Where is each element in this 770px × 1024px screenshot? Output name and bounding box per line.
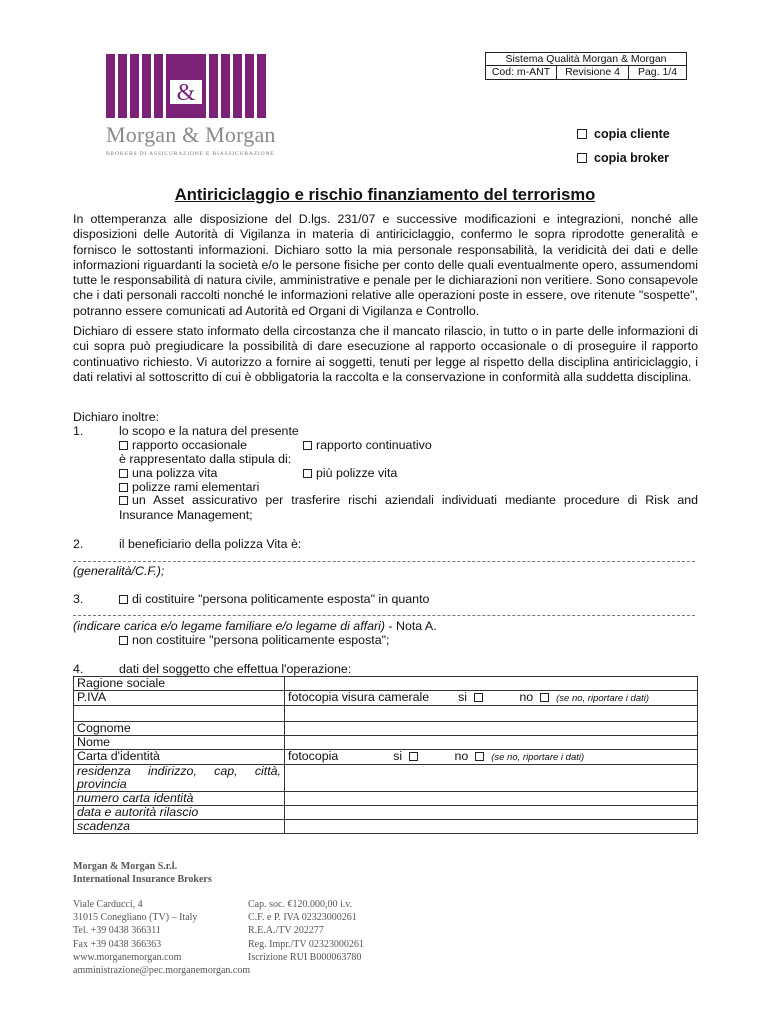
carta-row-options <box>285 750 698 765</box>
copy-client-option[interactable] <box>577 127 670 141</box>
item3-number: 3. <box>73 592 84 606</box>
option-non-life[interactable] <box>119 480 259 494</box>
quality-page: Pag. 1/4 <box>637 66 678 78</box>
footer-reg: Reg. Impr./TV 02323000261 <box>248 938 364 950</box>
checkbox-icon[interactable] <box>119 496 128 505</box>
scadenza-field[interactable] <box>285 820 698 834</box>
quality-title: Sistema Qualità Morgan & Morgan <box>486 53 686 66</box>
carta-yes-checkbox[interactable] <box>409 752 418 761</box>
option-asset-label: un Asset assicurativo per trasferire rischi aziendali individuati mediante procedure di Risk and Insurance Management; <box>119 493 698 522</box>
checkbox-icon[interactable] <box>119 469 128 478</box>
carta-no-note: (se no, riportare i dati) <box>491 752 585 763</box>
ragione-sociale-field[interactable] <box>285 677 698 691</box>
checkbox-icon[interactable] <box>119 595 128 604</box>
footer-website-link[interactable]: www.morganemorgan.com <box>73 951 182 963</box>
item4-number: 4. <box>73 662 84 676</box>
item2-number: 2. <box>73 537 84 551</box>
checkbox-icon[interactable] <box>119 483 128 492</box>
footer-fax[interactable]: Fax +39 0438 366363 <box>73 938 162 950</box>
ragione-sociale-label: Ragione sociale <box>74 677 285 691</box>
brand-tagline: BROKERS DI ASSICURAZIONE E RIASSICURAZIONE <box>106 151 275 157</box>
visura-no-checkbox[interactable] <box>540 693 549 702</box>
option-more-policies-label: più polizze vita <box>316 466 398 480</box>
piva-row-options <box>285 691 698 706</box>
option-pep-label: di costituire "persona politicamente esposta" in quanto <box>132 592 430 606</box>
numero-carta-label: numero carta identità <box>74 792 285 806</box>
quality-revision: Revisione 4 <box>557 66 629 79</box>
beneficiary-input-line[interactable] <box>73 561 695 562</box>
scadenza-label: scadenza <box>74 820 285 834</box>
visura-no-note: (se no, riportare i dati) <box>556 693 650 704</box>
data-autorita-label: data e autorità rilascio <box>74 806 285 820</box>
checkbox-icon[interactable] <box>119 636 128 645</box>
carta-no-label: no <box>454 749 469 763</box>
numero-carta-field[interactable] <box>285 792 698 806</box>
residenza-field[interactable] <box>285 765 698 792</box>
option-asset[interactable] <box>119 493 698 522</box>
checkbox-icon[interactable] <box>577 129 587 139</box>
copy-broker-option[interactable] <box>577 151 669 165</box>
nome-label: Nome <box>74 736 285 750</box>
footer-right <box>248 898 364 964</box>
visura-yes-label: si <box>458 690 468 704</box>
piva-label: P.IVA <box>74 691 285 706</box>
logo-ampersand: & <box>176 80 196 106</box>
footer-city: 31015 Conegliano (TV) – Italy <box>73 912 198 924</box>
footer-subtitle: International Insurance Brokers <box>73 874 212 885</box>
footer-rea: R.E.A./TV 202277 <box>248 925 324 937</box>
item3-note-suffix: - Nota A. <box>384 619 437 633</box>
nome-field[interactable] <box>285 736 698 750</box>
item1-number: 1. <box>73 424 84 438</box>
item1-text: lo scopo e la natura del presente <box>119 424 299 438</box>
checkbox-icon[interactable] <box>303 469 312 478</box>
footer-tel: Tel. +39 0438 366311 <box>73 925 161 937</box>
pep-input-line[interactable] <box>73 615 695 616</box>
document-title: Antiriciclaggio e rischio finanziamento del terrorismo <box>174 185 596 204</box>
company-logo <box>106 54 266 118</box>
option-continuous-label: rapporto continuativo <box>316 438 432 452</box>
copy-client-label: copia cliente <box>594 127 670 141</box>
copy-broker-label: copia broker <box>594 151 670 165</box>
checkbox-icon[interactable] <box>303 441 312 450</box>
option-occasional-label: rapporto occasionale <box>132 438 248 452</box>
blank-row-label <box>74 706 285 722</box>
footer-capital: Cap. soc. €120.000,00 i.v. <box>248 899 353 910</box>
item3-note-italic: (indicare carica e/o legame familiare e/o legame di affari) <box>73 619 385 633</box>
declare-heading: Dichiaro inoltre: <box>73 410 160 424</box>
item3-note <box>73 619 437 633</box>
checkbox-icon[interactable] <box>577 153 587 163</box>
carta-copy-label: fotocopia <box>288 749 339 763</box>
brand-name: Morgan & Morgan <box>106 122 276 147</box>
option-more-policies[interactable] <box>303 466 397 480</box>
cognome-label: Cognome <box>74 722 285 736</box>
cognome-field[interactable] <box>285 722 698 736</box>
data-autorita-field[interactable] <box>285 806 698 820</box>
footer-left <box>73 898 250 977</box>
option-pep[interactable] <box>119 592 429 606</box>
option-non-life-label: polizze rami elementari <box>132 480 260 494</box>
option-occasional[interactable] <box>119 438 247 452</box>
subject-data-table <box>73 676 698 834</box>
option-not-pep-label: non costituire "persona politicamente esposta"; <box>132 633 390 647</box>
intro-paragraph-2: Dichiaro di essere stato informato della circostanza che il mancato rilascio, in tutto o in parte delle informazioni di cui sopra può pregiudicare la possibilità di dare esecuzione al rapporto occasionale o di proseguire il rapporto continuativo richiesto. Vi autorizzo a fornire ai soggetti, tenuti per legge al rispetto della disciplina antiriciclaggio, i dati relativi al sottoscritto di cui è obbligatoria la raccolta e la conservazione in conformità alla suddetta disciplina. <box>73 324 698 384</box>
carta-yes-label: si <box>393 749 403 763</box>
item4-text: dati del soggetto che effettua l'operazione: <box>119 662 352 676</box>
carta-label: Carta d'identità <box>74 750 285 765</box>
footer-email-link[interactable]: amministrazione@pec.morganemorgan.com <box>73 965 251 977</box>
visura-label: fotocopia visura camerale <box>288 690 430 704</box>
footer-cf: C.F. e P. IVA 02323000261 <box>248 912 357 924</box>
footer-rui: Iscrizione RUI B000063780 <box>248 951 362 963</box>
residenza-label: residenza indirizzo, cap, città, provincia <box>74 765 285 792</box>
visura-no-label: no <box>519 690 534 704</box>
option-one-policy[interactable] <box>119 466 217 480</box>
footer-address: Viale Carducci, 4 <box>73 899 143 910</box>
option-continuous[interactable] <box>303 438 432 452</box>
option-not-pep[interactable] <box>119 633 389 647</box>
intro-paragraph-1: In ottemperanza alle disposizione del D.lgs. 231/07 e successive modificazioni e integrazioni, nonché alle disposizioni delle Autorità di Vigilanza in materia di antiriciclaggio, confermo le sopra riprodotte generalità e fornisco le sottostanti informazioni. Dichiaro sotto la mia personale responsabilità, la veridicità dei dati e delle informazioni riguardanti la società e/o le persone fisiche per conto delle quali eventualmente opero, assumendomi tutte le responsabilità di natura civile, amministrative e penale per le dichiarazioni non veritiere. Sono consapevole che i dati personali raccolti nonché le informazioni relative alle operazioni poste in essere, ove ritenute "sospette", potranno essere comunicati ad Autorità ed Organi di Vigilanza e Controllo. <box>73 212 698 318</box>
item2-text: il beneficiario della polizza Vita è: <box>119 537 302 551</box>
quality-box <box>485 52 687 80</box>
carta-no-checkbox[interactable] <box>475 752 484 761</box>
item2-note: (generalità/C.F.); <box>73 564 165 578</box>
quality-code: Cod: m-ANT <box>486 66 557 79</box>
visura-yes-checkbox[interactable] <box>474 693 483 702</box>
blank-row-field[interactable] <box>285 706 698 722</box>
option-one-policy-label: una polizza vita <box>132 466 218 480</box>
footer-company: Morgan & Morgan S.r.l. <box>73 861 178 872</box>
item1-sub: è rappresentato dalla stipula di: <box>119 452 292 466</box>
checkbox-icon[interactable] <box>119 441 128 450</box>
